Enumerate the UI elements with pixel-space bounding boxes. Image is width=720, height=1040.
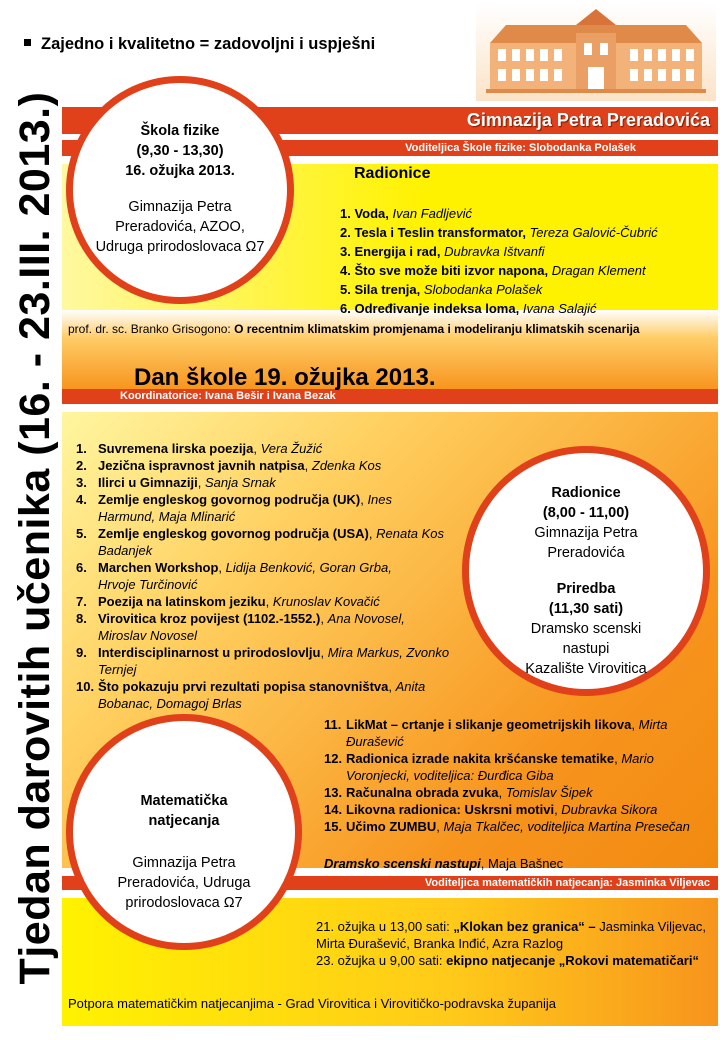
list-item: 13. Računalna obrada zvuka, Tomislav Šipek — [324, 785, 593, 800]
performance-time: (11,30 sati) — [548, 601, 624, 617]
physics-school-time: (9,30 - 13,30) — [136, 143, 224, 159]
list-item: 2. Tesla i Teslin transformator, Tereza Galović-Čubrić — [340, 225, 658, 240]
list-item: 7. Poezija na latinskom jeziku, Krunoslav Kovačić — [76, 594, 380, 609]
physics-workshops-title: Radionice — [354, 165, 431, 182]
school-day-workshops-list — [76, 440, 476, 712]
slogan — [24, 35, 375, 54]
physics-school-title: Škola fizike — [140, 123, 220, 139]
workshops-location: Gimnazija Petra Preradovića — [534, 525, 638, 561]
list-item: 14. Likovna radionica: Uskrsni motivi, Dubravka Sikora — [324, 802, 658, 817]
list-item: 12. Radionica izrade nakita kršćanske tematike, Mario Voronjecki, voditeljica: Đurđica Giba — [324, 751, 654, 783]
list-item: 6. Određivanje indeksa loma, Ivana Salajić — [340, 301, 597, 316]
physics-school-date: 16. ožujka 2013. — [125, 163, 235, 179]
sponsorship-line: Potpora matematičkim natjecanjima - Grad Virovitica i Virovitičko-podravska županija — [68, 996, 556, 1011]
math-competitions-details — [316, 918, 714, 969]
list-item: 10. Što pokazuju prvi rezultati popisa stanovništva, Anita Bobanac, Domagoj Brlas — [76, 679, 426, 711]
workshops-time: (8,00 - 11,00) — [542, 505, 630, 521]
physics-leader-text: Voditeljica Škole fizike: Slobodanka Polašek — [405, 142, 636, 154]
math-competition-2: 23. ožujka u 9,00 sati: ekipno natjecanje „Rokovi matematičari“ — [316, 953, 699, 968]
math-leader-text: Voditeljica matematičkih natjecanja: Jasminka Viljevac — [424, 877, 710, 889]
school-day-title: Dan škole 19. ožujka 2013. — [134, 364, 436, 391]
list-item: 9. Interdisciplinarnost u prirodoslovlju, Mira Markus, Zvonko Ternjej — [76, 645, 450, 677]
list-item: 4. Što sve može biti izvor napona, Dragan Klement — [340, 263, 646, 278]
lecture-speaker: prof. dr. sc. Branko Grisogono: — [68, 322, 231, 336]
list-item: 4. Zemlje engleskog govornog područja (UK), Ines Harmund, Maja Mlinarić — [76, 492, 393, 524]
list-item: 1. Voda, Ivan Fadljević — [340, 206, 473, 221]
performance-location: Kazalište Virovitica — [525, 661, 647, 677]
list-item: 1. Suvremena lirska poezija, Vera Žužić — [76, 441, 323, 456]
coordinators-text: Koordinatorice: Ivana Bešir i Ivana Bezak — [120, 390, 336, 402]
performance-label: Priredba — [556, 581, 616, 597]
workshops-label: Radionice — [551, 485, 621, 501]
drama-performances-line: Dramsko scenski nastupi, Maja Bašnec — [324, 856, 564, 871]
list-item: 15. Učimo ZUMBU, Maja Tkalčec, voditeljica Martina Presečan — [324, 819, 690, 834]
physics-school-organizers: Gimnazija Petra Preradovića, AZOO, Udruga prirodoslovaca Ω7 — [95, 199, 265, 255]
math-competitions-circle — [66, 714, 302, 950]
performance-description: Dramsko scenski nastupi — [530, 621, 642, 657]
math-competition-1: 21. ožujka u 13,00 sati: „Klokan bez granica“ – Jasminka Viljevac, Mirta Đurašević, Branka Inđić, Azra Razlog — [316, 919, 706, 951]
physics-workshops-list — [340, 204, 658, 318]
list-item: 2. Jezična ispravnost javnih natpisa, Zdenka Kos — [76, 458, 382, 473]
school-building-image — [476, 3, 716, 101]
list-item: 3. Ilirci u Gimnaziji, Sanja Srnak — [76, 475, 276, 490]
list-item: 3. Energija i rad, Dubravka Ištvanfi — [340, 244, 545, 259]
slogan-text: Zajedno i kvalitetno = zadovoljni i uspješni — [41, 35, 376, 53]
math-competitions-organizers: Gimnazija Petra Preradovića, Udruga prirodoslovaca Ω7 — [117, 855, 251, 911]
list-item: 6. Marchen Workshop, Lidija Benković, Goran Grba, Hrvoje Turčinović — [76, 560, 392, 592]
list-item: 5. Zemlje engleskog govornog područja (USA), Renata Kos Badanjek — [76, 526, 445, 558]
bullet-icon — [24, 39, 31, 46]
lecture-line — [68, 322, 640, 336]
school-name: Gimnazija Petra Preradovića — [466, 110, 710, 130]
list-item: 8. Virovitica kroz povijest (1102.-1552.), Ana Novosel, Miroslav Novosel — [76, 611, 405, 643]
math-competitions-title: Matematička natjecanja — [140, 793, 228, 829]
list-item: 11. LikMat – crtanje i slikanje geometrijskih likova, Mirta Đurašević — [324, 717, 668, 749]
list-item: 5. Sila trenja, Slobodanka Polašek — [340, 282, 543, 297]
vertical-title: Tjedan darovitih učenika (16. - 23.III. 2013.) — [11, 91, 59, 985]
school-day-workshops-list-continued — [324, 716, 716, 835]
workshops-schedule-circle — [462, 446, 710, 696]
physics-school-circle — [66, 76, 294, 304]
lecture-title: O recentnim klimatskim promjenama i modeliranju klimatskih scenarija — [234, 322, 640, 336]
